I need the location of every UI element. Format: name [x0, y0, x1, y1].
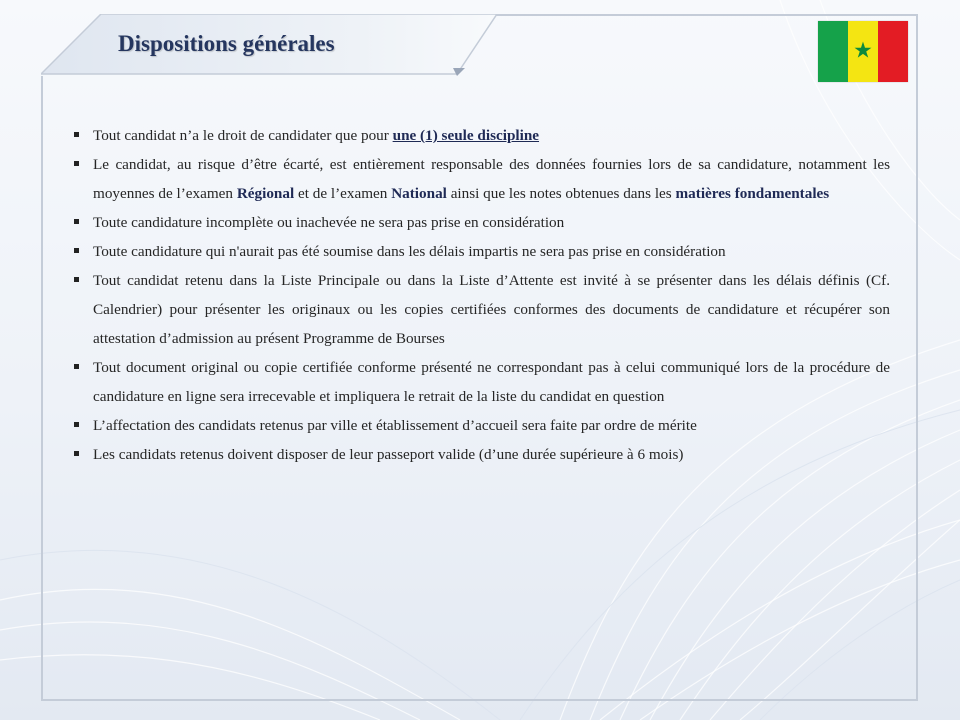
- list-item: [72, 411, 890, 440]
- star-icon: ★: [853, 38, 873, 64]
- bullet-icon: [74, 248, 79, 253]
- item-emphasis: matières fondamentales: [675, 185, 830, 202]
- flag-band-red: [878, 21, 908, 82]
- list-item: [72, 237, 890, 266]
- list-item: [72, 121, 890, 150]
- bullet-icon: [74, 161, 79, 166]
- item-text: et de l’examen: [294, 185, 392, 202]
- item-emphasis: National: [391, 185, 447, 202]
- list-item: [72, 353, 890, 411]
- item-text: Tout candidat n’a le droit de candidater que pour: [93, 127, 393, 144]
- bullet-icon: [74, 422, 79, 427]
- list-item: [72, 440, 890, 469]
- page-title: Dispositions générales: [118, 31, 335, 56]
- flag-band-green: [818, 21, 848, 82]
- item-text: Tout candidat retenu dans la Liste Principale ou dans la Liste d’Attente est invité à se présenter dans les délais définis (Cf. Calendrier) pour présenter les originaux ou les copies certifiées conformes des documents de candidature et récupérer son attestation d’admission au présent Programme de Bourses: [93, 272, 890, 347]
- bullet-icon: [74, 364, 79, 369]
- bullet-icon: [74, 132, 79, 137]
- bullet-icon: [74, 277, 79, 282]
- list-item: [72, 150, 890, 208]
- item-text: L’affectation des candidats retenus par ville et établissement d’accueil sera faite par ordre de mérite: [93, 417, 697, 434]
- frame-left-line: [41, 76, 43, 700]
- item-emphasis: une (1) seule discipline: [392, 127, 540, 144]
- item-text: Les candidats retenus doivent disposer de leur passeport valide (d’une durée supérieure à 6 mois): [93, 446, 684, 463]
- bullet-icon: [74, 451, 79, 456]
- item-text: Le candidat, au risque d’être écarté, est entièrement responsable des données fournies lors de sa candidature, notamment les moyennes de l’examen: [93, 156, 890, 202]
- provisions-content: [72, 121, 890, 469]
- flag-band-yellow: [848, 21, 878, 82]
- list-item: [72, 266, 890, 353]
- item-emphasis: Régional: [236, 185, 295, 202]
- senegal-flag-icon: [818, 21, 908, 82]
- frame-bottom-line: [41, 699, 918, 701]
- item-text: Tout document original ou copie certifiée conforme présenté ne correspondant pas à celui communiqué lors de la procédure de candidature en ligne sera irrecevable et impliquera le retrait de la liste du candidat en question: [93, 359, 890, 405]
- item-text: Toute candidature qui n'aurait pas été soumise dans les délais impartis ne sera pas prise en considération: [93, 243, 726, 260]
- frame-right-line: [916, 14, 918, 700]
- item-text: Toute candidature incomplète ou inachevée ne sera pas prise en considération: [93, 214, 565, 231]
- provisions-list: [72, 121, 890, 469]
- list-item: [72, 208, 890, 237]
- bullet-icon: [74, 219, 79, 224]
- item-text: ainsi que les notes obtenues dans les: [446, 185, 676, 202]
